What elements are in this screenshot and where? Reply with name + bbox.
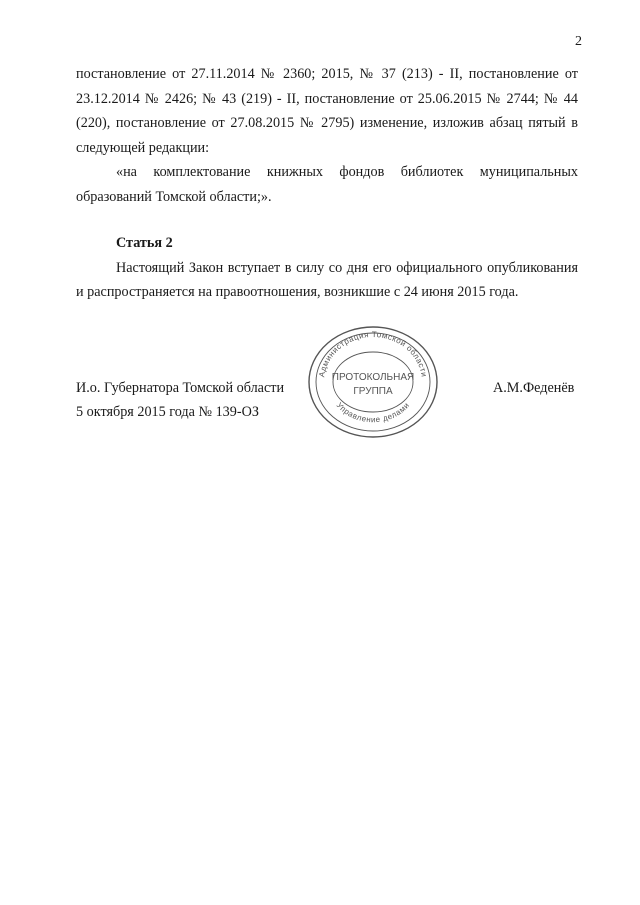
stamp-center-line-1: ПРОТОКОЛЬНАЯ xyxy=(331,372,415,383)
stamp-ring-bottom-text: Управление делами xyxy=(334,400,412,425)
official-stamp xyxy=(304,324,442,440)
signature-block xyxy=(76,376,284,424)
svg-text:Администрация Томской области xyxy=(317,330,428,378)
quoted-new-text: «на комплектование книжных фондов библиотек муниципальных образований Томской области;». xyxy=(76,164,578,205)
stamp-ring-top-text: Администрация Томской области xyxy=(317,329,429,378)
signatory-position: И.о. Губернатора Томской области xyxy=(76,380,285,396)
amendment-section xyxy=(76,62,578,209)
amendment-paragraph: постановление от 27.11.2014 № 2360; 2015, № 37 (213) - II, постановление от 23.12.2014 № 2426; № 43 (219) - II, постановление от 25.06.2015 № 2744; № 44 (220), постановление от 27.08.2015 № 2795) изменение, изложив абзац пятый в следующей редакции: xyxy=(76,66,578,156)
article-2-section xyxy=(76,231,578,305)
law-date-number: 5 октября 2015 года № 139-ОЗ xyxy=(76,404,259,420)
signatory-name: А.М.Феденёв xyxy=(493,380,575,396)
stamp-center-line-2: ГРУППА xyxy=(353,386,393,397)
article-title: Статья 2 xyxy=(116,235,173,251)
page-number: 2 xyxy=(575,34,582,49)
article-text: Настоящий Закон вступает в силу со дня его официального опубликования и распространяется на правоотношения, возникшие с 24 июня 2015 года. xyxy=(76,259,578,300)
